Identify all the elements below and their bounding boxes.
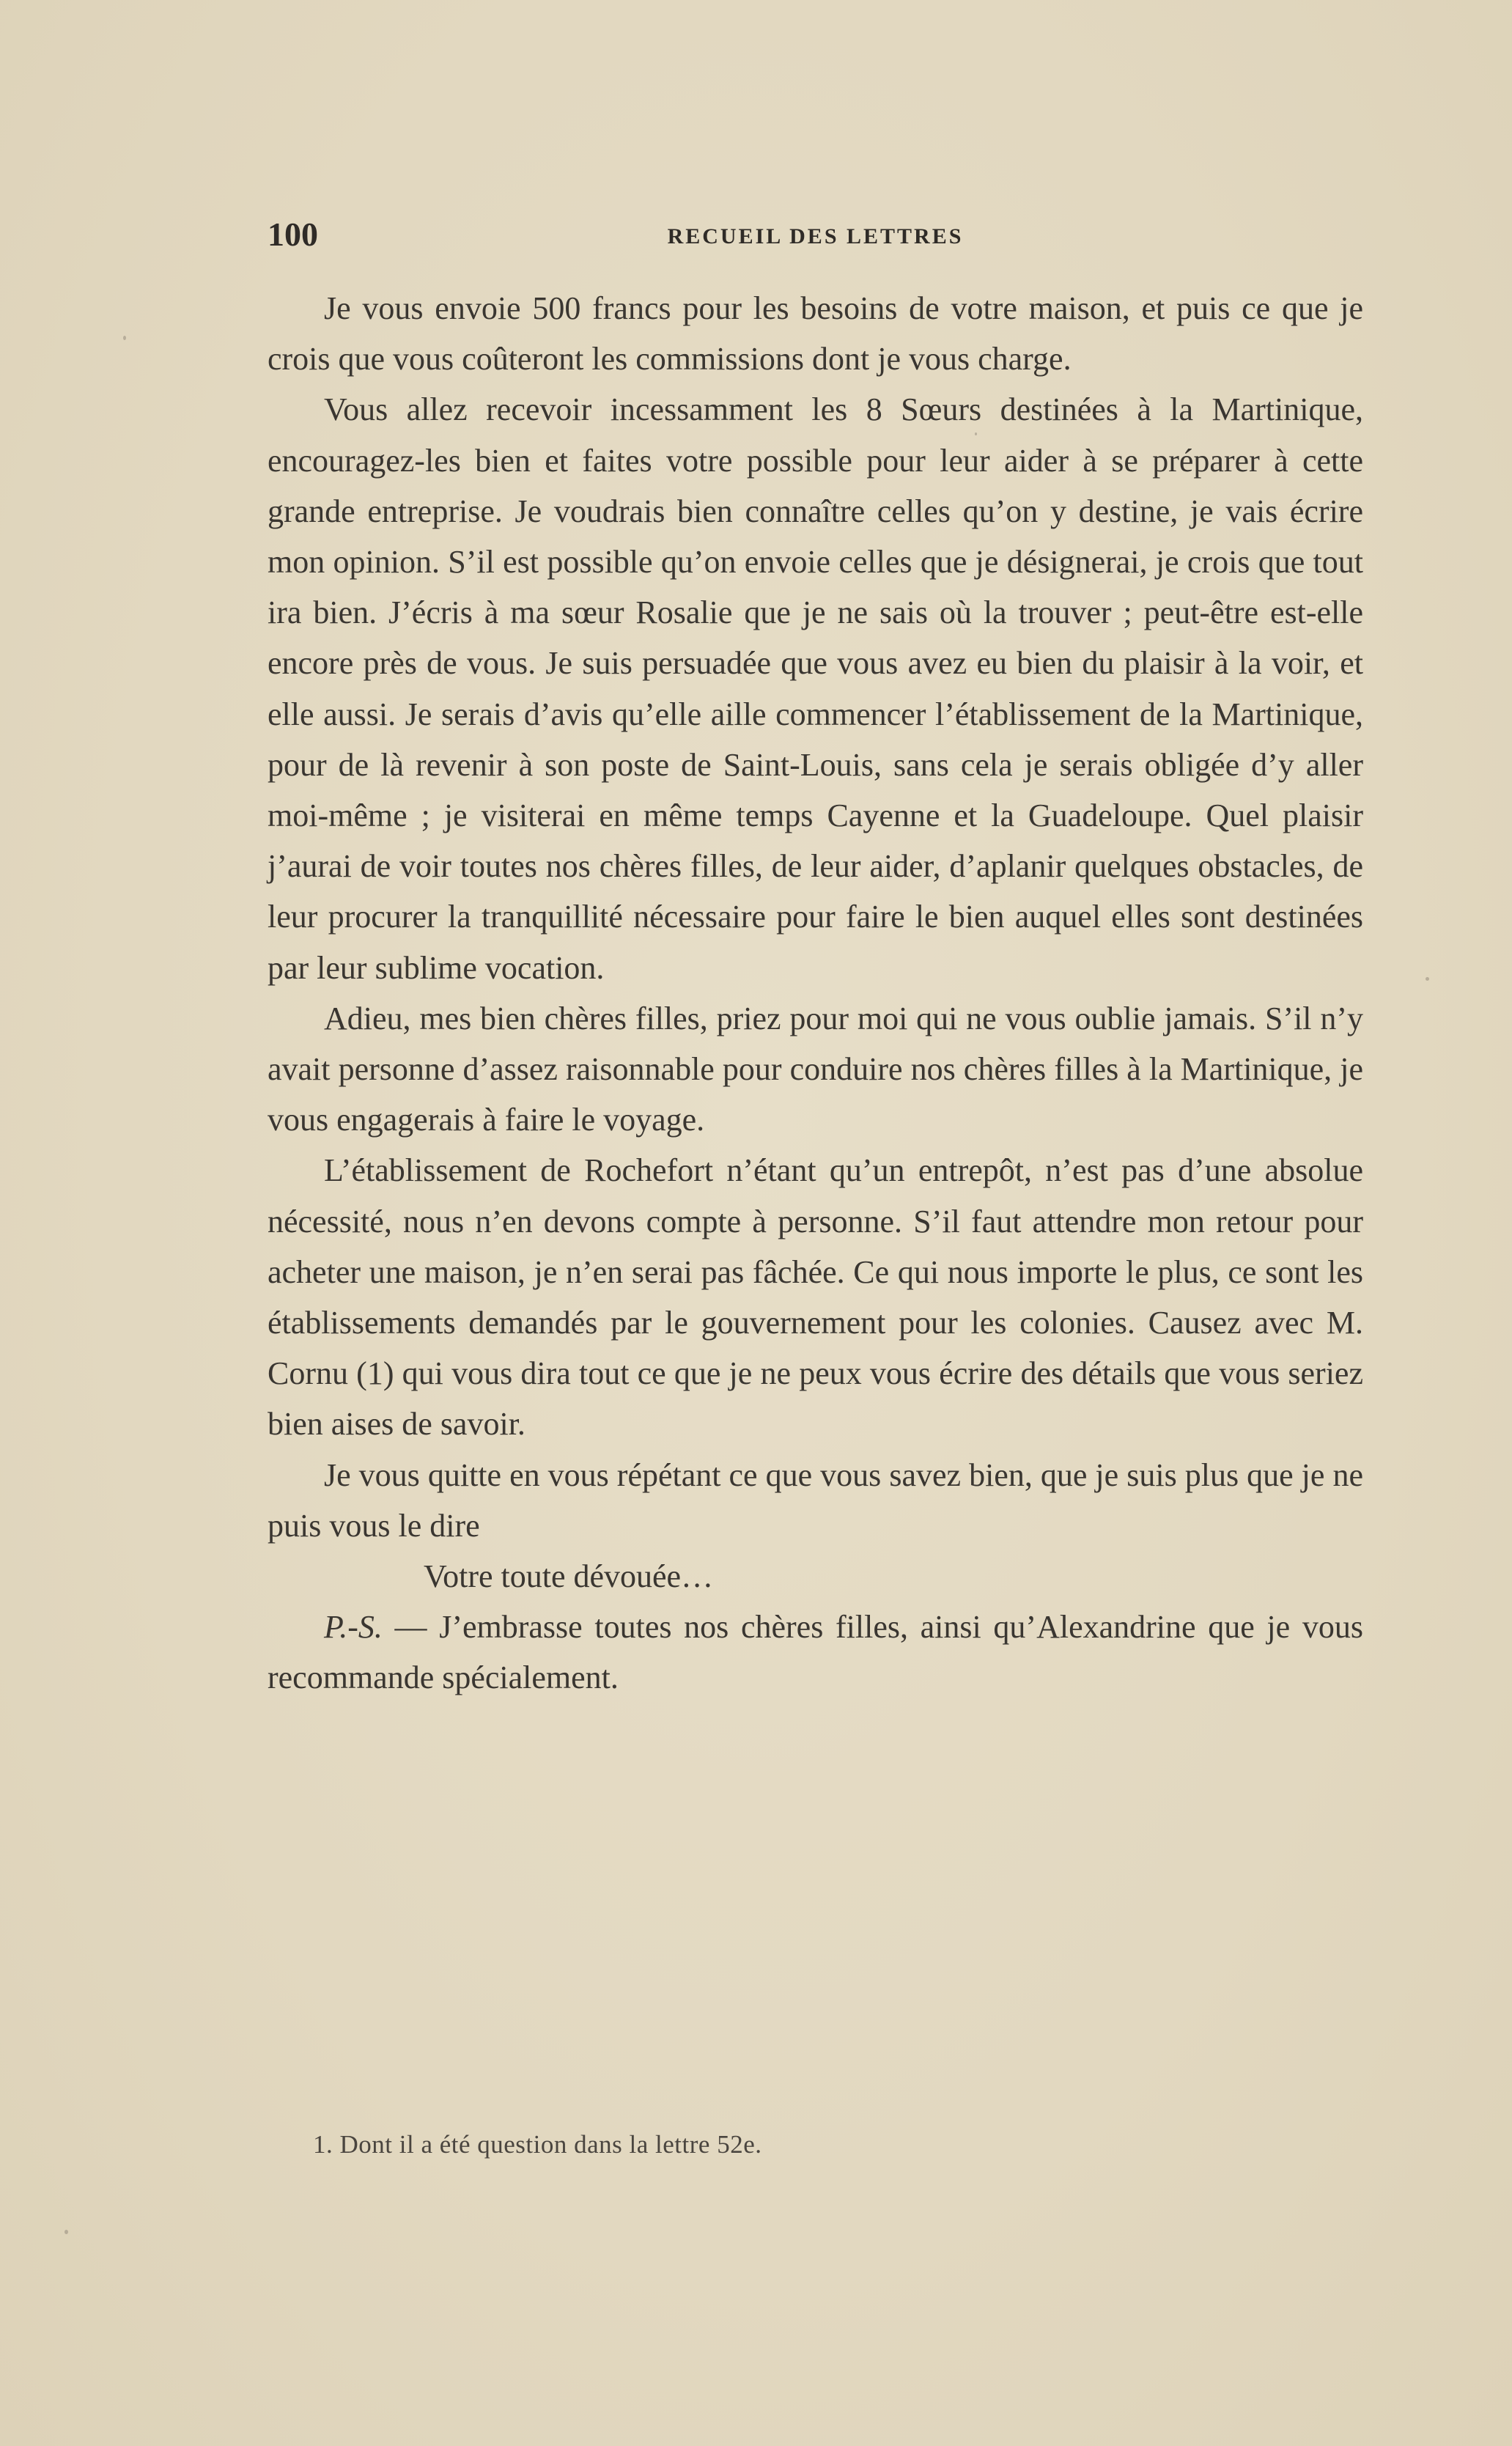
paper-speck xyxy=(64,2230,68,2234)
paragraph: Adieu, mes bien chères filles, priez pour moi qui ne vous oublie jamais. S’il n’y avait personne d’assez raisonnable pour conduire nos chères filles à la Martinique, je vous engagerais à faire le voyage. xyxy=(268,1000,1363,1138)
paragraph: Je vous envoie 500 francs pour les besoins de votre maison, et puis ce que je crois que vous coûteront les commissions dont je vous charge. xyxy=(268,290,1363,377)
paper-speck xyxy=(1426,977,1429,981)
postscript xyxy=(268,1602,1363,1703)
postscript-text: — J’embrasse toutes nos chères filles, ainsi qu’Alexandrine que je vous recommande spécialement. xyxy=(268,1609,1363,1696)
footnote: 1. Dont il a été question dans la lettre 52e. xyxy=(313,2130,762,2159)
page-number: 100 xyxy=(268,216,318,253)
paragraph: L’établissement de Rochefort n’étant qu’un entrepôt, n’est pas d’une absolue nécessité, nous n’en devons compte à personne. S’il faut attendre mon retour pour acheter une maison, je n’en serai pas fâchée. Ce qui nous importe le plus, ce sont les établissements demandés par le gouvernement pour les colonies. Causez avec M. Cornu (1) qui vous dira tout ce que je ne peux vous écrire des détails que vous seriez bien aises de savoir. xyxy=(268,1152,1363,1443)
paragraph: Je vous quitte en vous répétant ce que vous savez bien, que je suis plus que je ne puis vous le dire xyxy=(268,1456,1363,1544)
paper-speck xyxy=(975,432,977,435)
closing-signature: Votre toute dévouée… xyxy=(424,1558,714,1595)
paragraph: Vous allez recevoir incessamment les 8 Sœurs destinées à la Martinique, encouragez-les bien et faites votre possible pour leur aider à se préparer à cette grande entreprise. Je voudrais bien connaître celles qu’on y destine, je vais écrire mon opinion. S’il est possible qu’on envoie celles que je désignerai, je crois que tout ira bien. J’écris à ma sœur Rosalie que je ne sais où la trouver ; peut-être est-elle encore près de vous. Je suis persuadée que vous avez eu bien du plaisir à la voir, et elle aussi. Je serais d’avis qu’elle aille commencer l’établissement de la Martinique, pour de là revenir à son poste de Saint-Louis, sans cela je serais obligée d’y aller moi-même ; je visiterai en même temps Cayenne et la Guadeloupe. Quel plaisir j’aurai de voir toutes nos chères filles, de leur aider, d’aplanir quelques obstacles, de leur procurer la tranquillité nécessaire pour faire le bien auquel elles sont destinées par leur sublime vocation. xyxy=(268,391,1363,986)
letter-body xyxy=(268,283,1363,1703)
postscript-label: P.-S. xyxy=(324,1609,383,1646)
paper-speck xyxy=(123,336,126,340)
page-header xyxy=(268,213,1363,257)
running-head: RECUEIL DES LETTRES xyxy=(667,224,964,248)
